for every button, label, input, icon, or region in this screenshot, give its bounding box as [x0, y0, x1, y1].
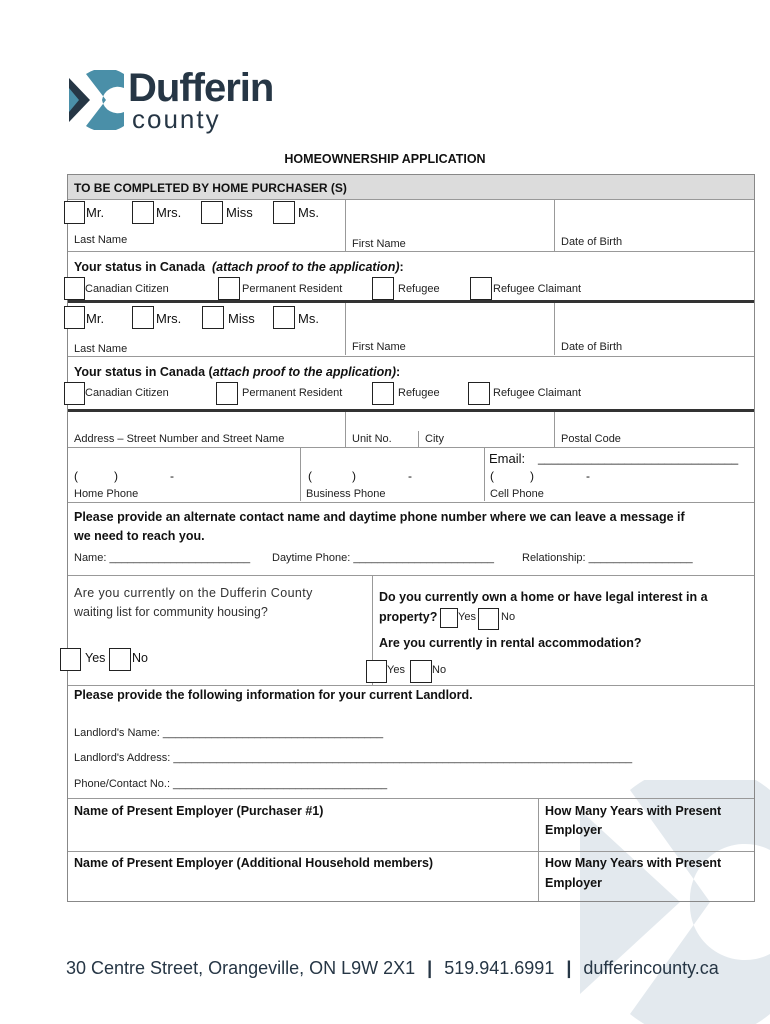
status-question-2: Your status in Canada (attach proof to the application):: [74, 365, 401, 379]
footer-separator: |: [427, 958, 433, 978]
rental-question: Are you currently in rental accommodation?: [379, 636, 642, 650]
landlord-address-field[interactable]: Landlord's Address: ___________________________________________________________________________: [74, 752, 633, 764]
dob-label-2: Date of Birth: [561, 341, 623, 353]
mrs-label: Mrs.: [156, 205, 182, 220]
refugee-claimant-checkbox-2[interactable]: [468, 382, 490, 405]
footer-separator-2: |: [566, 958, 572, 978]
waiting-list-question-line2: waiting list for community housing?: [74, 605, 268, 619]
email-field[interactable]: ______________________________: [538, 451, 739, 465]
business-phone-label: Business Phone: [306, 488, 386, 500]
rental-no-label: No: [432, 664, 447, 676]
miss-checkbox[interactable]: [201, 201, 223, 224]
rental-no-checkbox[interactable]: [410, 660, 432, 683]
employer2-years-line2: Employer: [545, 876, 602, 890]
own-home-no-checkbox[interactable]: [478, 608, 499, 630]
own-home-no-label: No: [501, 611, 516, 623]
refugee-checkbox-2[interactable]: [372, 382, 394, 405]
employer1-years-line1: How Many Years with Present: [545, 804, 722, 818]
alt-contact-name-field[interactable]: Name: _______________________: [74, 552, 251, 564]
brand-name: Dufferin: [128, 66, 274, 110]
mrs-checkbox-2[interactable]: [132, 306, 154, 329]
miss-label: Miss: [226, 205, 253, 220]
home-phone-field[interactable]: ( ) -: [74, 469, 174, 483]
permanent-resident-checkbox-1[interactable]: [218, 277, 240, 300]
waiting-list-no-label: No: [132, 651, 148, 665]
last-name-label-2: Last Name: [74, 343, 128, 355]
mr-checkbox-2[interactable]: [64, 306, 85, 329]
permanent-resident-label-2: Permanent Resident: [242, 387, 343, 399]
refugee-claimant-label-2: Refugee Claimant: [493, 387, 582, 399]
mr-checkbox[interactable]: [64, 201, 85, 224]
miss-label-2: Miss: [228, 311, 255, 326]
own-home-yes-checkbox[interactable]: [440, 608, 458, 628]
unit-no-label: Unit No.: [352, 433, 392, 445]
alt-contact-relationship-field[interactable]: Relationship: _________________: [522, 552, 693, 564]
rental-yes-label: Yes: [387, 664, 405, 676]
status-question-1: Your status in Canada (attach proof to the application):: [74, 260, 404, 274]
employer1-years-line2: Employer: [545, 823, 602, 837]
employer2-label: Name of Present Employer (Additional Household members): [74, 856, 434, 870]
waiting-list-no-checkbox[interactable]: [109, 648, 131, 671]
waiting-list-yes-label: Yes: [85, 651, 106, 665]
ms-checkbox[interactable]: [273, 201, 295, 224]
miss-checkbox-2[interactable]: [202, 306, 224, 329]
alt-contact-prompt-line2: we need to reach you.: [74, 529, 205, 543]
own-home-yes-label: Yes: [458, 611, 476, 623]
waiting-list-question-line1: Are you currently on the Dufferin County: [74, 586, 313, 600]
landlord-name-field[interactable]: Landlord's Name: ____________________________________: [74, 727, 384, 739]
mrs-label-2: Mrs.: [156, 311, 182, 326]
footer-website[interactable]: dufferincounty.ca: [583, 958, 719, 978]
rental-yes-checkbox[interactable]: [366, 660, 387, 683]
brand-subname: county: [132, 104, 221, 134]
cell-phone-field[interactable]: ( ) -: [490, 469, 590, 483]
last-name-label-1: Last Name: [74, 234, 128, 246]
mr-label-2: Mr.: [86, 311, 105, 326]
ms-label-2: Ms.: [298, 311, 319, 326]
postal-code-label: Postal Code: [561, 433, 621, 445]
business-phone-field[interactable]: ( ) -: [308, 469, 412, 483]
email-label: Email:: [489, 451, 526, 466]
refugee-label-2: Refugee: [398, 387, 440, 399]
canadian-citizen-checkbox-2[interactable]: [64, 382, 85, 405]
own-home-question-line1: Do you currently own a home or have legal interest in a: [379, 590, 708, 604]
alt-contact-prompt-line1: Please provide an alternate contact name and daytime phone number where we can leave a message if: [74, 510, 685, 524]
canadian-citizen-label-2: Canadian Citizen: [85, 387, 169, 399]
application-form: [67, 174, 755, 902]
alt-contact-phone-field[interactable]: Daytime Phone: _______________________: [272, 552, 495, 564]
city-label: City: [425, 433, 444, 445]
waiting-list-yes-checkbox[interactable]: [60, 648, 81, 671]
employer2-years-line1: How Many Years with Present: [545, 856, 722, 870]
refugee-label-1: Refugee: [398, 283, 440, 295]
ms-checkbox-2[interactable]: [273, 306, 295, 329]
canadian-citizen-label-1: Canadian Citizen: [85, 283, 169, 295]
canadian-citizen-checkbox-1[interactable]: [64, 277, 85, 300]
own-home-question-line2: property?: [379, 610, 438, 624]
cell-phone-label: Cell Phone: [490, 488, 544, 500]
permanent-resident-checkbox-2[interactable]: [216, 382, 238, 405]
refugee-claimant-checkbox-1[interactable]: [470, 277, 492, 300]
landlord-prompt: Please provide the following information for your current Landlord.: [74, 688, 473, 702]
ms-label: Ms.: [298, 205, 319, 220]
footer-address: 30 Centre Street, Orangeville, ON L9W 2X1: [66, 958, 416, 978]
refugee-checkbox-1[interactable]: [372, 277, 394, 300]
mrs-checkbox[interactable]: [132, 201, 154, 224]
employer1-label: Name of Present Employer (Purchaser #1): [74, 804, 324, 818]
first-name-label-1: First Name: [352, 238, 406, 250]
footer-contact: [66, 958, 719, 979]
dob-label-1: Date of Birth: [561, 236, 623, 248]
first-name-label-2: First Name: [352, 341, 406, 353]
refugee-claimant-label-1: Refugee Claimant: [493, 283, 582, 295]
mr-label: Mr.: [86, 205, 105, 220]
permanent-resident-label-1: Permanent Resident: [242, 283, 343, 295]
landlord-phone-field[interactable]: Phone/Contact No.: ___________________________________: [74, 778, 388, 790]
home-phone-label: Home Phone: [74, 488, 139, 500]
page-title: HOMEOWNERSHIP APPLICATION: [284, 152, 486, 166]
address-street-label: Address – Street Number and Street Name: [74, 433, 285, 445]
dufferin-logo-icon: [66, 70, 126, 130]
footer-phone: 519.941.6991: [444, 958, 555, 978]
section-header-text: TO BE COMPLETED BY HOME PURCHASER (S): [74, 181, 347, 195]
